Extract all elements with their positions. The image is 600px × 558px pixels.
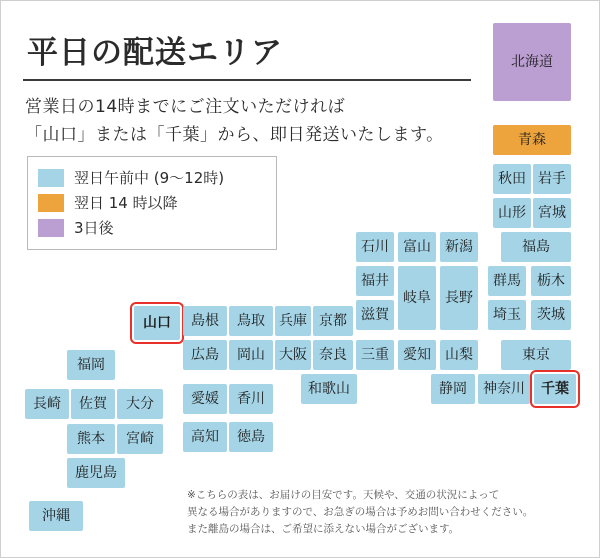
prefecture-tile[interactable]: 山形 <box>493 198 531 228</box>
prefecture-tile[interactable]: 岐阜 <box>398 266 436 330</box>
legend-label: 翌日 14 時以降 <box>74 194 178 212</box>
prefecture-tile[interactable]: 青森 <box>493 125 571 155</box>
footnote-line-1: ※こちらの表は、お届けの目安です。天候や、交通の状況によって <box>187 489 500 501</box>
title-divider <box>23 79 471 81</box>
legend-swatch-icon <box>38 169 64 187</box>
prefecture-tile[interactable]: 佐賀 <box>71 389 115 419</box>
prefecture-tile[interactable]: 鹿児島 <box>67 458 125 488</box>
prefecture-tile[interactable]: 愛知 <box>398 340 436 370</box>
prefecture-tile[interactable]: 大阪 <box>275 340 311 370</box>
prefecture-tile[interactable]: 茨城 <box>531 300 571 330</box>
footnote-line-3: また離島の場合は、ご希望に添えない場合がございます。 <box>187 522 460 535</box>
prefecture-tile[interactable]: 静岡 <box>431 374 475 404</box>
prefecture-tile[interactable]: 福島 <box>501 232 571 262</box>
prefecture-tile[interactable]: 岩手 <box>533 164 571 194</box>
prefecture-tile[interactable]: 福井 <box>356 266 394 296</box>
prefecture-tile[interactable]: 秋田 <box>493 164 531 194</box>
prefecture-tile[interactable]: 京都 <box>313 306 353 336</box>
prefecture-tile[interactable]: 和歌山 <box>301 374 357 404</box>
legend-swatch-icon <box>38 194 64 212</box>
prefecture-tile[interactable]: 栃木 <box>531 266 571 296</box>
prefecture-tile[interactable]: 東京 <box>501 340 571 370</box>
prefecture-tile[interactable]: 熊本 <box>67 424 115 454</box>
prefecture-tile[interactable]: 沖縄 <box>29 501 83 531</box>
prefecture-tile[interactable]: 奈良 <box>313 340 353 370</box>
prefecture-tile[interactable]: 群馬 <box>488 266 526 296</box>
prefecture-tile[interactable]: 北海道 <box>493 23 571 101</box>
prefecture-tile[interactable]: 大分 <box>117 389 163 419</box>
prefecture-tile[interactable]: 島根 <box>183 306 227 336</box>
prefecture-tile[interactable]: 宮城 <box>533 198 571 228</box>
prefecture-tile[interactable]: 岡山 <box>229 340 273 370</box>
prefecture-tile[interactable]: 新潟 <box>440 232 478 262</box>
legend-item <box>38 190 266 215</box>
footnote <box>187 487 577 537</box>
lead-line-2: 「山口」または「千葉」から、即日発送いたします。 <box>25 125 444 146</box>
prefecture-tile[interactable]: 山梨 <box>440 340 478 370</box>
footnote-line-2: 異なる場合がありますので、お急ぎの場合は予めお問い合わせください。 <box>187 505 534 518</box>
prefecture-tile[interactable]: 山口 <box>134 306 180 340</box>
prefecture-tile[interactable]: 徳島 <box>229 422 273 452</box>
prefecture-tile[interactable]: 広島 <box>183 340 227 370</box>
legend-label: 翌日午前中 (9〜12時) <box>74 169 225 187</box>
prefecture-tile[interactable]: 神奈川 <box>478 374 530 404</box>
legend-item <box>38 215 266 240</box>
prefecture-tile[interactable]: 長野 <box>440 266 478 330</box>
prefecture-tile[interactable]: 香川 <box>229 384 273 414</box>
legend-label: 3日後 <box>74 219 114 237</box>
legend-swatch-icon <box>38 219 64 237</box>
prefecture-tile[interactable]: 兵庫 <box>275 306 311 336</box>
prefecture-tile[interactable]: 三重 <box>356 340 394 370</box>
prefecture-tile[interactable]: 滋賀 <box>356 300 394 330</box>
prefecture-tile[interactable]: 鳥取 <box>229 306 273 336</box>
lead-text <box>25 93 444 149</box>
prefecture-tile[interactable]: 福岡 <box>67 350 115 380</box>
page-title: 平日の配送エリア <box>27 35 283 71</box>
prefecture-tile[interactable]: 千葉 <box>534 374 576 404</box>
prefecture-tile[interactable]: 富山 <box>398 232 436 262</box>
prefecture-tile[interactable]: 高知 <box>183 422 227 452</box>
legend <box>27 156 277 250</box>
prefecture-tile[interactable]: 長崎 <box>25 389 69 419</box>
prefecture-tile[interactable]: 宮崎 <box>117 424 163 454</box>
lead-line-1: 営業日の14時までにご注文いただければ <box>25 97 346 117</box>
prefecture-tile[interactable]: 埼玉 <box>488 300 526 330</box>
prefecture-tile[interactable]: 石川 <box>356 232 394 262</box>
legend-item <box>38 165 266 190</box>
prefecture-tile[interactable]: 愛媛 <box>183 384 227 414</box>
